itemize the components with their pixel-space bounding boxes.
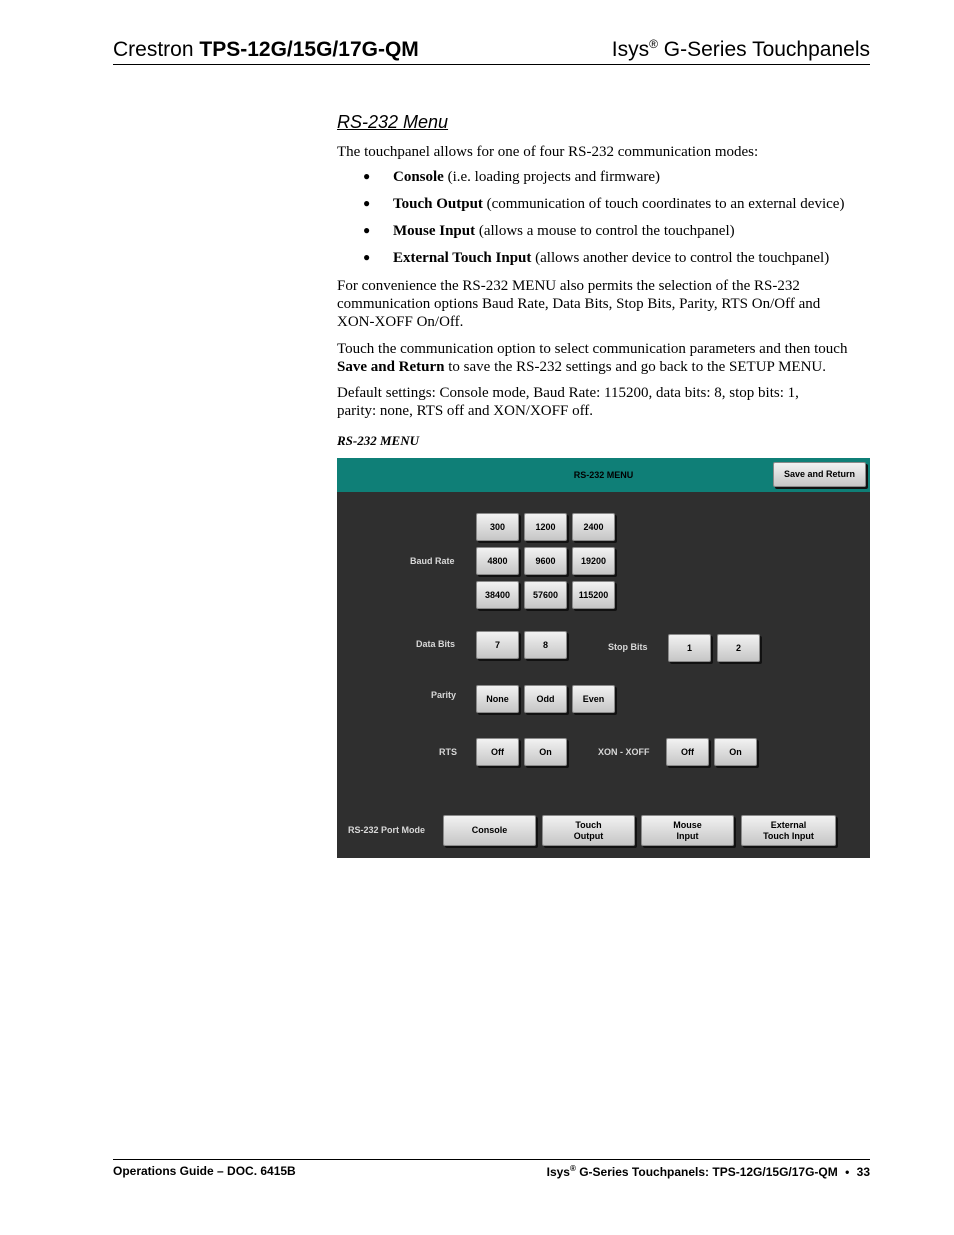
port-mode-touch-output-button[interactable]: Touch Output [542, 815, 635, 846]
baud-2400-button[interactable]: 2400 [572, 513, 615, 541]
header-series-b: G-Series Touchpanels [663, 38, 870, 61]
header-left [113, 38, 419, 62]
footer-left: Operations Guide – DOC. 6415B [113, 1164, 296, 1178]
mode-name: Touch Output [393, 196, 483, 212]
mode-desc: (allows another device to control the touchpanel) [531, 250, 830, 266]
touch-text-bold: Save and Return [337, 359, 445, 375]
bullet-icon: ● [363, 169, 371, 183]
bullet-icon: ● [363, 196, 371, 210]
mode-name: Mouse Input [393, 223, 476, 239]
page-number: 33 [856, 1165, 870, 1179]
panel-title: RS-232 MENU [573, 470, 634, 480]
rts-off-button[interactable]: Off [476, 738, 519, 766]
baud-1200-button[interactable]: 1200 [524, 513, 567, 541]
baud-4800-button[interactable]: 4800 [476, 547, 519, 575]
bullet-icon: ● [363, 250, 371, 264]
baud-300-button[interactable]: 300 [476, 513, 519, 541]
header-registered-mark: ® [649, 37, 658, 51]
parity-even-button[interactable]: Even [572, 685, 615, 713]
data-bits-8-button[interactable]: 8 [524, 631, 567, 659]
stop-bits-label: Stop Bits [608, 642, 648, 652]
parity-odd-button[interactable]: Odd [524, 685, 567, 713]
intro-paragraph: The touchpanel allows for one of four RS-232 communication modes: [337, 144, 759, 160]
xon-xoff-on-button[interactable]: On [714, 738, 757, 766]
baud-115200-button[interactable]: 115200 [572, 581, 615, 609]
parity-label: Parity [431, 690, 457, 700]
xon-xoff-label: XON - XOFF [598, 747, 650, 757]
footer-bullet: • [845, 1165, 850, 1179]
baud-19200-button[interactable]: 19200 [572, 547, 615, 575]
baud-9600-button[interactable]: 9600 [524, 547, 567, 575]
port-mode-label: RS-232 Port Mode [348, 825, 426, 835]
stop-bits-2-button[interactable]: 2 [717, 634, 760, 662]
port-mode-console-button[interactable]: Console [443, 815, 536, 846]
mode-name: External Touch Input [393, 250, 532, 266]
baud-57600-button[interactable]: 57600 [524, 581, 567, 609]
save-and-return-button[interactable]: Save and Return [773, 462, 866, 487]
footer-right [547, 1164, 870, 1179]
footer-series-a: Isys [546, 1165, 570, 1179]
rs232-menu-screenshot [337, 458, 870, 858]
port-mode-external-touch-input-button[interactable]: External Touch Input [741, 815, 836, 846]
data-bits-7-button[interactable]: 7 [476, 631, 519, 659]
footer-series-b: G-Series Touchpanels: TPS-12G/15G/17G-QM [575, 1165, 838, 1179]
port-mode-mouse-input-button[interactable]: Mouse Input [641, 815, 734, 846]
page-header [113, 36, 870, 65]
header-series-a: Isys [611, 38, 650, 61]
header-right [612, 38, 870, 62]
mode-desc: (communication of touch coordinates to an external device) [482, 196, 845, 212]
default-settings-paragraph: Default settings: Console mode, Baud Rate: 115200, data bits: 8, stop bits: 1, parity: none, RTS off and XON/XOFF off. [337, 385, 799, 419]
convenience-paragraph: For convenience the RS-232 MENU also permits the selection of the RS-232 communication options Baud Rate, Data Bits, Stop Bits, Parity, RTS On/Off and XON-XOFF On/Off. [337, 278, 821, 330]
data-bits-label: Data Bits [416, 639, 456, 649]
section-title: RS-232 Menu [337, 112, 449, 132]
rts-on-button[interactable]: On [524, 738, 567, 766]
header-model: TPS-12G/15G/17G-QM [199, 38, 419, 61]
mode-name: Console [393, 169, 444, 185]
touch-text-c: to save the RS-232 settings and go back to the SETUP MENU. [444, 359, 827, 375]
stop-bits-1-button[interactable]: 1 [668, 634, 711, 662]
mode-desc: (allows a mouse to control the touchpanel) [475, 223, 735, 239]
footer-registered-mark: ® [569, 1164, 576, 1173]
touch-text-a: Touch the communication option to select communication parameters and then touch [337, 341, 848, 357]
figure-caption: RS-232 MENU [337, 433, 419, 448]
mode-desc: (i.e. loading projects and firmware) [443, 169, 661, 185]
rts-label: RTS [439, 747, 457, 757]
touch-paragraph [337, 340, 877, 376]
baud-rate-label: Baud Rate [410, 556, 455, 566]
bullet-icon: ● [363, 223, 371, 237]
baud-38400-button[interactable]: 38400 [476, 581, 519, 609]
page-footer [113, 1159, 870, 1179]
parity-none-button[interactable]: None [476, 685, 519, 713]
xon-xoff-off-button[interactable]: Off [666, 738, 709, 766]
header-brand: Crestron [113, 38, 194, 61]
